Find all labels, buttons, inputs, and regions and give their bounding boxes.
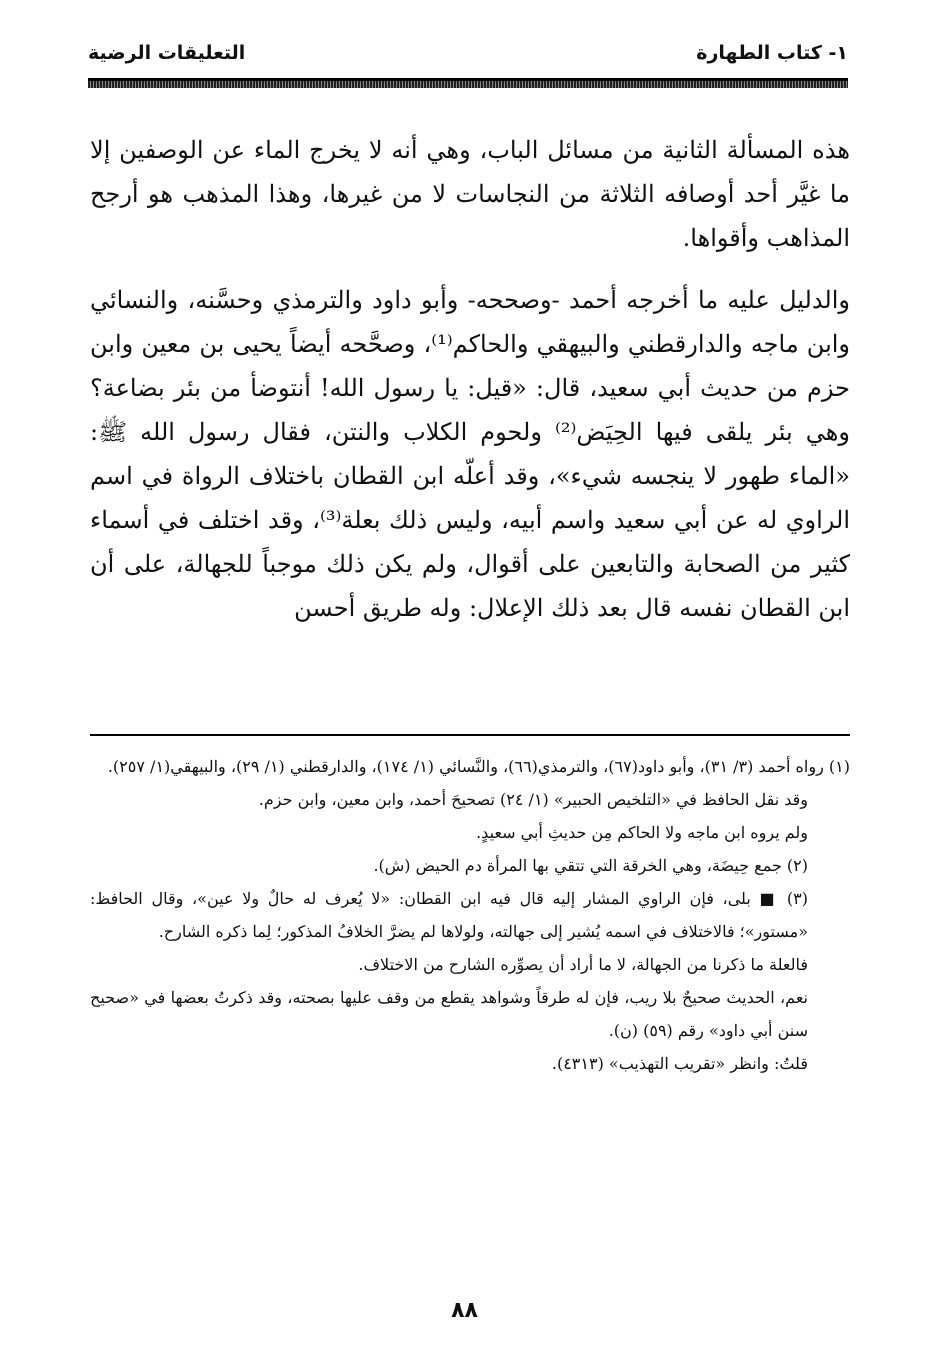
book-title: التعليقات الرضية [88, 42, 246, 64]
header-rule [88, 78, 848, 88]
page-number: ٨٨ [451, 1298, 478, 1323]
chapter-title: ١- كتاب الطهارة [696, 42, 848, 64]
main-text [90, 128, 850, 648]
footnote-line: نعم، الحديث صحيحٌ بلا ريب، فإن له طرقاً وشواهد يقطع من وقف عليها بصحته، وقد ذكرتُ بعضها في «صحيح سنن أبي داود» رقم (٥٩) (ن). [90, 988, 808, 1040]
footnote-line: (١) رواه أحمد (٣/ ٣١)، وأبو داود(٦٧)، والترمذي(٦٦)، والنَّسائي (١/ ١٧٤)، والدارقطني (١/ ٢٩)، والبيهقي(١/ ٢٥٧). [107, 757, 850, 776]
paragraph-2: والدليل عليه ما أخرجه أحمد -وصححه- وأبو داود والترمذي وحسَّنه، والنسائي وابن ماجه والدارقطني والبيهقي والحاكم⁽¹⁾، وصحَّحه أيضاً يحيى بن معين وابن حزم من حديث أبي سعيد، قال: «قيل: يا رسول الله! أنتوضأ من بئر بضاعة؟ وهي بئر يلقى فيها الحِيَض⁽²⁾ ولحوم الكلاب والنتن، فقال رسول الله ﷺ: «الماء طهور لا ينجسه شيء»، وقد أعلّه ابن القطان باختلاف الرواة في اسم الراوي له عن أبي سعيد واسم أبيه، وليس ذلك بعلة⁽³⁾، وقد اختلف في أسماء كثير من الصحابة والتابعين على أقوال، ولم يكن ذلك موجباً للجهالة، على أن ابن القطان نفسه قال بعد ذلك الإعلال: وله طريق أحسن [90, 286, 851, 622]
footnote-line: فالعلة ما ذكرنا من الجهالة، لا ما أراد أن يصوِّره الشارح من الاختلاف. [358, 955, 808, 974]
paragraph-1: هذه المسألة الثانية من مسائل الباب، وهي أنه لا يخرج الماء عن الوصفين إلا ما غيَّر أحد أوصافه الثلاثة من النجاسات لا من غيرها، وهذا المذهب هو أرجح المذاهب وأقواها. [90, 136, 850, 252]
footnote-line: ولم يروه ابن ماجه ولا الحاكم مِن حديثِ أبي سعيدٍ. [476, 823, 808, 842]
footnote-line: وقد نقل الحافظ في «التلخيص الحبير» (١/ ٢٤) تصحيحَ أحمد، وابن معين، وابن حزم. [258, 790, 808, 809]
footnote-line: (٢) جمع حِيضَة، وهي الخرقة التي تتقي بها المرأة دم الحيض (ش). [373, 856, 808, 875]
footnote-separator [90, 734, 850, 736]
footnotes [90, 750, 850, 1080]
footnote-line: (٣) ■ بلى، فإن الراوي المشار إليه قال فيه ابن القطان: «لا يُعرف له حالٌ ولا عين»، وقال الحافظ: «مستور»؛ فالاختلاف في اسمه يُشير إلى جهالته، ولولاها لم يضرَّ الخلافُ المذكور؛ لِما ذكره الشارح. [90, 889, 808, 941]
running-header [88, 40, 848, 76]
footnote-line: قلتُ: وانظر «تقريب التهذيب» (٤٣١٣). [551, 1054, 808, 1073]
